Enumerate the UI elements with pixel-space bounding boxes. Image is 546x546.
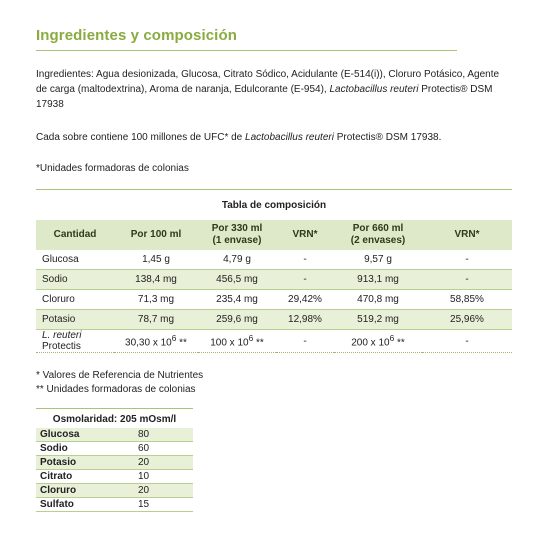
ingredients-strain: Protectis® DSM 17938 [36,84,493,110]
cell-vrn-660: 58,85% [422,290,512,310]
cell-per-100ml [114,330,198,353]
sachet-species: Lactobacillus reuteri [245,132,334,143]
cell-vrn-660: 25,96% [422,310,512,330]
table-row [36,456,193,470]
cell-per-330ml: 4,79 g [198,250,276,270]
footnote-vrn: * Valores de Referencia de Nutrientes [36,370,204,381]
header-vrn-660: VRN* [422,220,512,250]
cell-per-660ml: 9,57 g [334,250,422,270]
sachet-paragraph [36,130,506,145]
sachet-text-before: Cada sobre contiene 100 millones de UFC* de [36,132,246,143]
osmo-label: Sodio [36,442,134,456]
osmolarity-caption: Osmolaridad: 205 mOsm/l [52,414,177,425]
ingredients-text: Ingredientes: Agua desionizada, Glucosa, Citrato Sódico, Acidulante (E-514(i)), Cloruro Potásico, Agente de carga (maltodextrina), Aroma de naranja, Edulcorante (E-954), [36,69,500,95]
cell-vrn-660: - [422,250,512,270]
composition-header-row [36,220,512,250]
reuteri-per330-suffix: ** [253,337,264,349]
reuteri-per330-exp: 6 [248,333,254,344]
table-row [36,470,193,484]
ingredients-paragraph [36,67,506,112]
row-label: Potasio [36,310,114,330]
row-label: Cloruro [36,290,114,310]
osmolarity-table-section [36,408,193,512]
table-row [36,484,193,498]
table-row [36,250,512,270]
header-cantidad: Cantidad [36,220,114,250]
reuteri-strain: Protectis [42,341,81,352]
osmo-value: 20 [134,484,193,498]
cell-vrn-660: - [422,270,512,290]
cell-per-330ml: 259,6 mg [198,310,276,330]
table-row [36,270,512,290]
osmo-value: 20 [134,456,193,470]
title-divider [36,50,457,51]
header-per-330ml-line1: Por 330 ml [211,223,263,234]
table-row [36,310,512,330]
reuteri-per100-base: 30,30 x 10 [125,337,172,349]
table-row [36,330,512,353]
cell-per-100ml: 71,3 mg [114,290,198,310]
osmo-label: Citrato [36,470,134,484]
row-label: Sodio [36,270,114,290]
header-vrn-330: VRN* [276,220,334,250]
row-label [36,330,114,353]
cell-per-660ml: 470,8 mg [334,290,422,310]
cell-per-330ml: 235,4 mg [198,290,276,310]
osmolarity-table [36,428,193,512]
reuteri-per100-exp: 6 [171,333,177,344]
row-label: Glucosa [36,250,114,270]
cell-vrn-330: - [276,270,334,290]
cell-per-100ml: 78,7 mg [114,310,198,330]
cell-per-100ml: 1,45 g [114,250,198,270]
reuteri-per100-suffix: ** [176,337,187,349]
sachet-text-after: Protectis® DSM 17938. [333,132,442,143]
table-row [36,428,193,442]
osmo-value: 60 [134,442,193,456]
footnote-ufc: ** Unidades formadoras de colonias [36,384,196,395]
ufc-note: *Unidades formadoras de colonias [36,163,189,174]
cell-vrn-330: 12,98% [276,310,334,330]
header-per-330ml [198,220,276,250]
composition-table-caption: Tabla de composición [221,200,327,211]
header-per-660ml-line1: Por 660 ml [352,223,404,234]
header-per-100ml: Por 100 ml [114,220,198,250]
osmo-label: Cloruro [36,484,134,498]
table-row [36,290,512,310]
cell-vrn-330: 29,42% [276,290,334,310]
header-per-330ml-line2: (1 envase) [212,235,262,246]
cell-per-100ml: 138,4 mg [114,270,198,290]
ingredients-species: Lactobacillus reuteri [329,84,419,95]
osmo-value: 15 [134,498,193,512]
reuteri-per330-base: 100 x 10 [210,337,249,349]
composition-table-section [36,189,512,353]
osmo-label: Glucosa [36,428,134,442]
cell-vrn-330: - [276,330,334,353]
cell-per-660ml [334,330,422,353]
cell-per-660ml: 913,1 mg [334,270,422,290]
header-per-660ml-line2: (2 envases) [350,235,406,246]
osmo-label: Potasio [36,456,134,470]
page-title: Ingredientes y composición [36,27,237,44]
cell-per-330ml: 456,5 mg [198,270,276,290]
table-row [36,498,193,512]
osmo-value: 10 [134,470,193,484]
osmo-value: 80 [134,428,193,442]
reuteri-per660-suffix: ** [394,337,405,349]
header-per-660ml [334,220,422,250]
reuteri-per660-base: 200 x 10 [351,337,390,349]
composition-table [36,220,512,353]
reuteri-species: L. reuteri [42,330,82,341]
cell-vrn-330: - [276,250,334,270]
cell-per-330ml [198,330,276,353]
cell-vrn-660: - [422,330,512,353]
cell-per-660ml: 519,2 mg [334,310,422,330]
table-row [36,442,193,456]
reuteri-per660-exp: 6 [389,333,395,344]
osmo-label: Sulfato [36,498,134,512]
